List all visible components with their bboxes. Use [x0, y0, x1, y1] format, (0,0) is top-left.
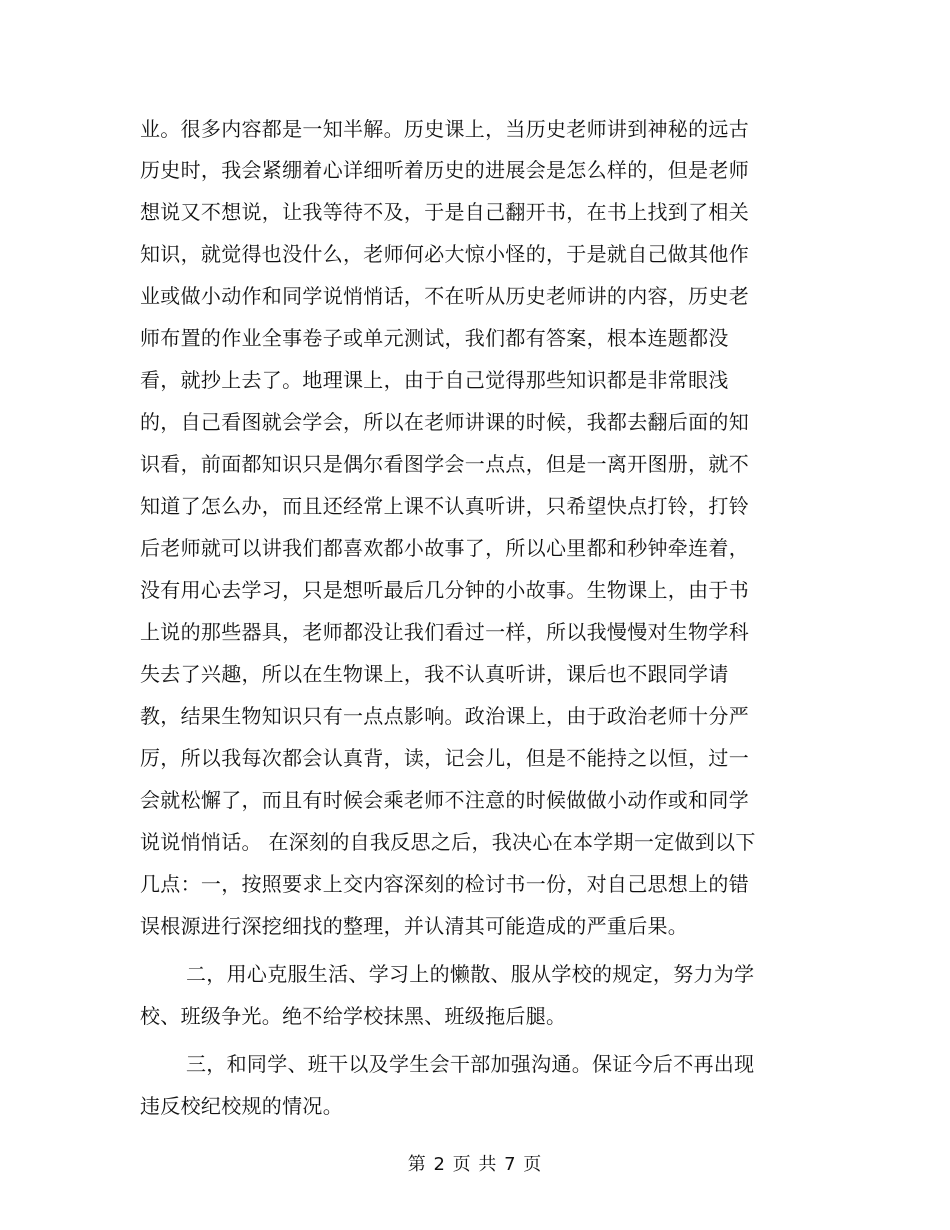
text-line-21: 二，用心克服生活、学习上的懒散、服从学校的规定，努力为学 [186, 962, 755, 986]
text-line-3: 想说又不想说，让我等待不及，于是自己翻开书，在书上找到了相关 [140, 200, 749, 224]
text-line-4: 知识，就觉得也没什么，老师何必大惊小怪的，于是就自己做其他作 [140, 242, 749, 266]
text-line-9: 识看，前面都知识只是偶尔看图学会一点点，但是一离开图册，就不 [140, 452, 749, 476]
text-line-19: 几点：一，按照要求上交内容深刻的检讨书一份，对自己思想上的错 [140, 872, 749, 896]
text-line-23: 三，和同学、班干以及学生会干部加强沟通。保证今后不再出现 [186, 1052, 755, 1076]
page-number-footer: 第 2 页 共 7 页 [407, 1154, 543, 1175]
text-line-13: 上说的那些器具，老师都没让我们看过一样，所以我慢慢对生物学科 [140, 620, 749, 644]
text-line-14: 失去了兴趣，所以在生物课上，我不认真听讲，课后也不跟同学请 [140, 662, 729, 686]
text-line-16: 厉，所以我每次都会认真背，读，记会儿，但是不能持之以恒，过一 [140, 746, 749, 770]
text-line-20: 误根源进行深挖细找的整理，并认清其可能造成的严重后果。 [140, 914, 689, 938]
text-line-2: 历史时，我会紧绷着心详细听着历史的进展会是怎么样的，但是老师 [140, 158, 749, 182]
text-line-18: 说说悄悄话。 在深刻的自我反思之后，我决心在本学期一定做到以下 [140, 830, 756, 854]
text-line-1: 业。很多内容都是一知半解。历史课上，当历史老师讲到神秘的远古 [140, 117, 749, 141]
text-line-6: 师布置的作业全事卷子或单元测试，我们都有答案，根本连题都没 [140, 326, 729, 350]
text-line-12: 没有用心去学习，只是想听最后几分钟的小故事。生物课上，由于书 [140, 578, 749, 602]
text-line-22: 校、班级争光。绝不给学校抹黑、班级拖后腿。 [140, 1004, 567, 1028]
text-line-7: 看，就抄上去了。地理课上，由于自己觉得那些知识都是非常眼浅 [140, 368, 729, 392]
text-line-24: 违反校纪校规的情况。 [140, 1094, 343, 1118]
text-line-10: 知道了怎么办，而且还经常上课不认真听讲，只希望快点打铃，打铃 [140, 494, 749, 518]
text-line-15: 教，结果生物知识只有一点点影响。政治课上，由于政治老师十分严 [140, 704, 749, 728]
text-line-17: 会就松懈了，而且有时候会乘老师不注意的时候做做小动作或和同学 [140, 788, 749, 812]
text-line-8: 的，自己看图就会学会，所以在老师讲课的时候，我都去翻后面的知 [140, 410, 749, 434]
text-line-5: 业或做小动作和同学说悄悄话，不在听从历史老师讲的内容，历史老 [140, 284, 749, 308]
text-line-11: 后老师就可以讲我们都喜欢都小故事了，所以心里都和秒钟牵连着， [140, 536, 749, 560]
